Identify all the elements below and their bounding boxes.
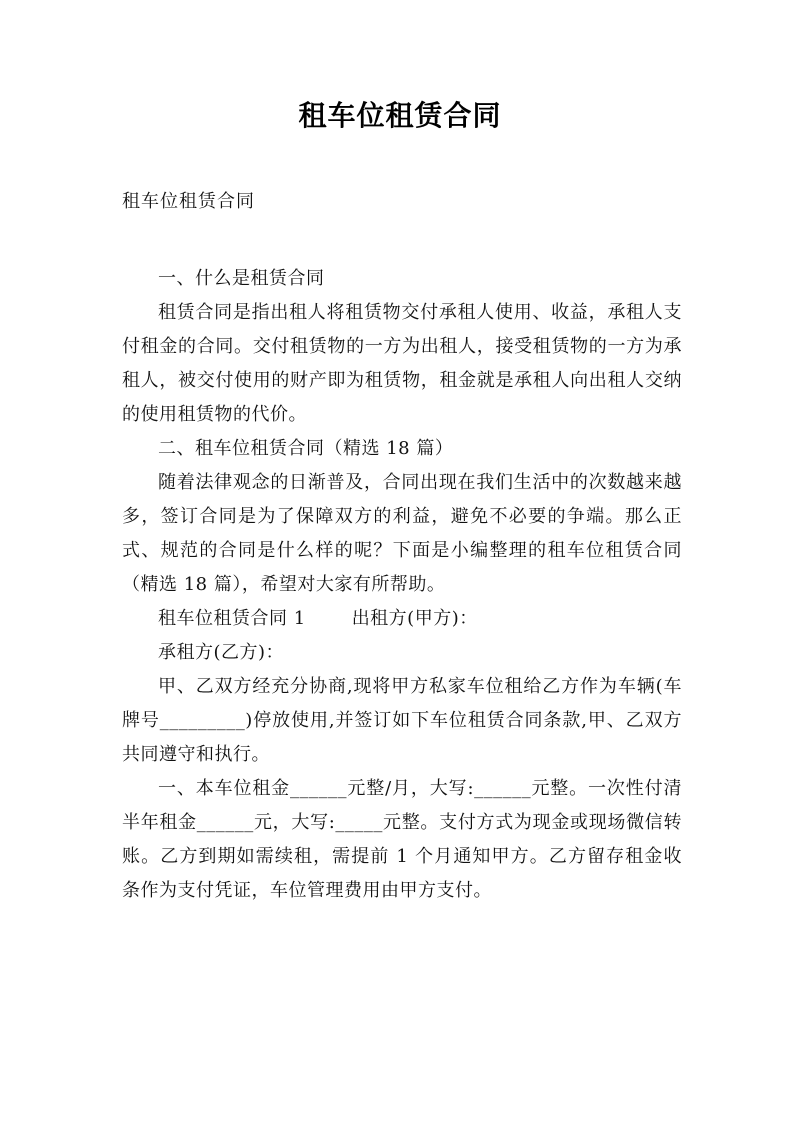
paragraph-agreement-intro: 甲、乙双方经充分协商,现将甲方私家车位租给乙方作为车辆(车牌号_________)停放使用,并签订如下车位租赁合同条款,甲、乙双方共同遵守和执行。 [122,676,682,765]
contract-label: 租车位租赁合同 1 [158,608,306,629]
paragraph-rent-terms: 一、本车位租金______元整/月，大写:______元整。一次性付清半年租金______元，大写:_____元整。支付方式为现金或现场微信转账。乙方到期如需续租，需提前 1 个月通知甲方。乙方留存租金收条作为支付凭证，车位管理费用由甲方支付。 [122,778,682,901]
document-title: 租车位租赁合同 [298,99,502,132]
contract-party-line [122,602,682,636]
lessor-label: 出租方(甲方)： [351,608,478,629]
lessee-label: 承租方(乙方)： [158,642,285,663]
section-heading-what-is-lease: 一、什么是租赁合同 [158,268,325,289]
paragraph-introduction: 随着法律观念的日渐普及，合同出现在我们生活中的次数越来越多，签订合同是为了保障双方的利益，避免不必要的争端。那么正式、规范的合同是什么样的呢？下面是小编整理的租车位租赁合同（精选 18 篇），希望对大家有所帮助。 [122,472,682,595]
document-subtitle: 租车位租赁合同 [122,191,255,212]
section-heading-parking-lease-contract: 二、租车位租赁合同（精选 18 篇） [158,438,454,459]
document-body [122,262,682,908]
paragraph-lease-definition: 租赁合同是指出租人将租赁物交付承租人使用、收益，承租人支付租金的合同。交付租赁物的一方为出租人，接受租赁物的一方为承租人，被交付使用的财产即为租赁物，租金就是承租人向出租人交纳的使用租赁物的代价。 [122,302,682,425]
